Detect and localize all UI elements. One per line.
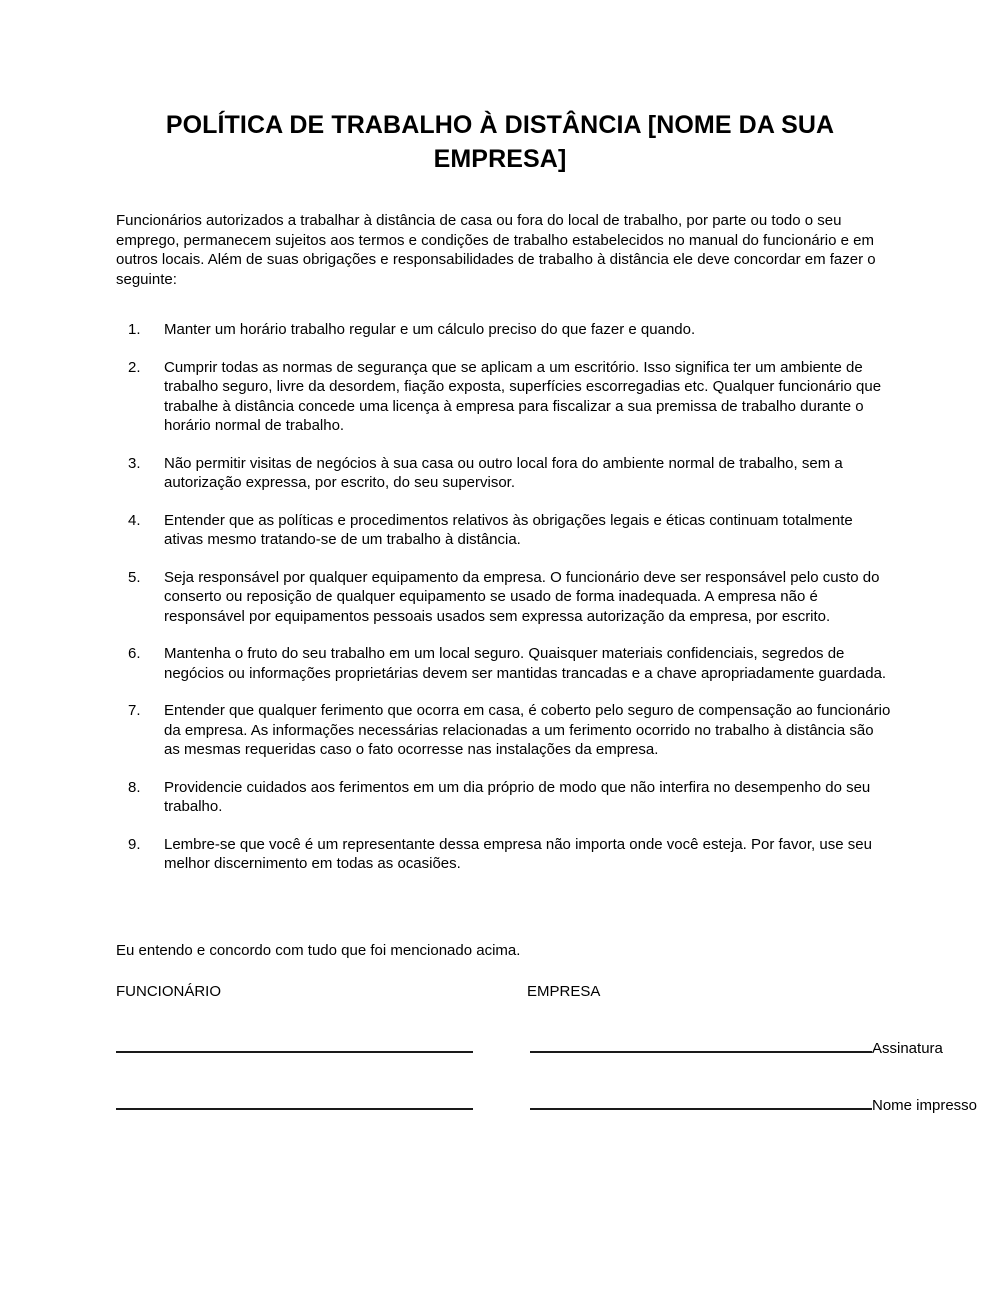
list-item-number: 5.: [128, 568, 141, 586]
list-item: [116, 511, 892, 550]
list-item-number: 2.: [128, 358, 141, 376]
intro-paragraph: Funcionários autorizados a trabalhar à distância de casa ou fora do local de trabalho, por parte ou todo o seu emprego, permanecem sujeitos aos termos e condições de trabalho estabelecidos no manual do funcionário e em outros locais. Além de suas obrigações e responsabilidades de trabalho à distância ele deve concordar em fazer o seguinte:: [116, 212, 876, 288]
employee-signature-line[interactable]: [116, 1051, 473, 1053]
list-item-number: 1.: [128, 321, 141, 338]
list-item-text: Manter um horário trabalho regular e um cálculo preciso do que fazer e quando.: [164, 321, 696, 338]
list-item: [116, 320, 892, 340]
list-item-number: 9.: [128, 835, 141, 853]
signature-row: [116, 1034, 1000, 1091]
list-item-number: 6.: [128, 645, 141, 662]
list-item-text: Não permitir visitas de negócios à sua casa ou outro local fora do ambiente normal de trabalho, sem a autorização expressa, por escrito, do seu supervisor.: [164, 454, 843, 491]
list-item-text: Cumprir todas as normas de segurança que se aplicam a um escritório. Isso significa ter um ambiente de trabalho seguro, livre da desordem, fiação exposta, superfícies escorregadias etc. Qualquer funcionário que trabalhe à distância concede uma licença à empresa para fiscalizar a sua premissa de trabalho durante o horário normal de trabalho.: [164, 358, 882, 434]
list-item-number: 3.: [128, 454, 141, 472]
list-item-text: Entender que qualquer ferimento que ocorra em casa, é coberto pelo seguro de compensação ao funcionário da empresa. As informações necessárias relacionadas a um ferimento ocorrido no trabalho à distância são as mesmas requeridas caso o fato ocorresse nas instalações da empresa.: [164, 702, 891, 758]
list-item: [116, 644, 892, 683]
list-item-text: Lembre-se que você é um representante dessa empresa não importa onde você esteja. Por favor, use seu melhor discernimento em todas as ocasiões.: [164, 835, 872, 872]
list-item: [116, 454, 892, 493]
company-printed-name-line[interactable]: [530, 1108, 872, 1110]
employee-column-heading: FUNCIONÁRIO: [116, 983, 221, 1000]
list-item: [116, 778, 892, 817]
company-column-heading: EMPRESA: [527, 983, 601, 1000]
clause-list: [116, 320, 892, 874]
list-item-text: Seja responsável por qualquer equipamento da empresa. O funcionário deve ser responsável pelo custo do conserto ou reposição de qualquer equipamento se usado de forma inadequada. A empresa não é responsável por equipamentos pessoais usados sem expressa autorização da empresa, por escrito.: [164, 568, 880, 625]
list-item-text: Mantenha o fruto do seu trabalho em um local seguro. Quaisquer materiais confidenciais, segredos de negócios ou informações proprietárias devem ser mantidas trancadas e a chave apropriadamente guardada.: [164, 645, 887, 682]
list-item: [116, 358, 892, 436]
list-item: [116, 701, 892, 760]
signature-row-label: Nome impresso: [872, 1097, 978, 1114]
list-item: [116, 835, 892, 874]
company-signature-line[interactable]: [530, 1051, 872, 1053]
list-item-text: Providencie cuidados aos ferimentos em um dia próprio de modo que não interfira no desempenho do seu trabalho.: [164, 778, 871, 815]
signature-row-label: Assinatura: [872, 1040, 943, 1057]
list-item-text: Entender que as políticas e procedimentos relativos às obrigações legais e éticas continuam totalmente ativas mesmo tratando-se de um trabalho à distância.: [164, 511, 853, 548]
signature-row: [116, 1091, 1000, 1148]
list-item-number: 7.: [128, 702, 141, 719]
agreement-statement: Eu entendo e concordo com tudo que foi mencionado acima.: [116, 942, 521, 959]
signature-rows: [116, 1034, 1000, 1148]
list-item-number: 4.: [128, 511, 141, 529]
list-item: [116, 568, 892, 627]
signature-headings: [116, 982, 892, 1002]
page-title: POLÍTICA DE TRABALHO À DISTÂNCIA [NOME DA SUA EMPRESA]: [165, 111, 835, 173]
employee-printed-name-line[interactable]: [116, 1108, 473, 1110]
list-item-number: 8.: [128, 778, 141, 796]
